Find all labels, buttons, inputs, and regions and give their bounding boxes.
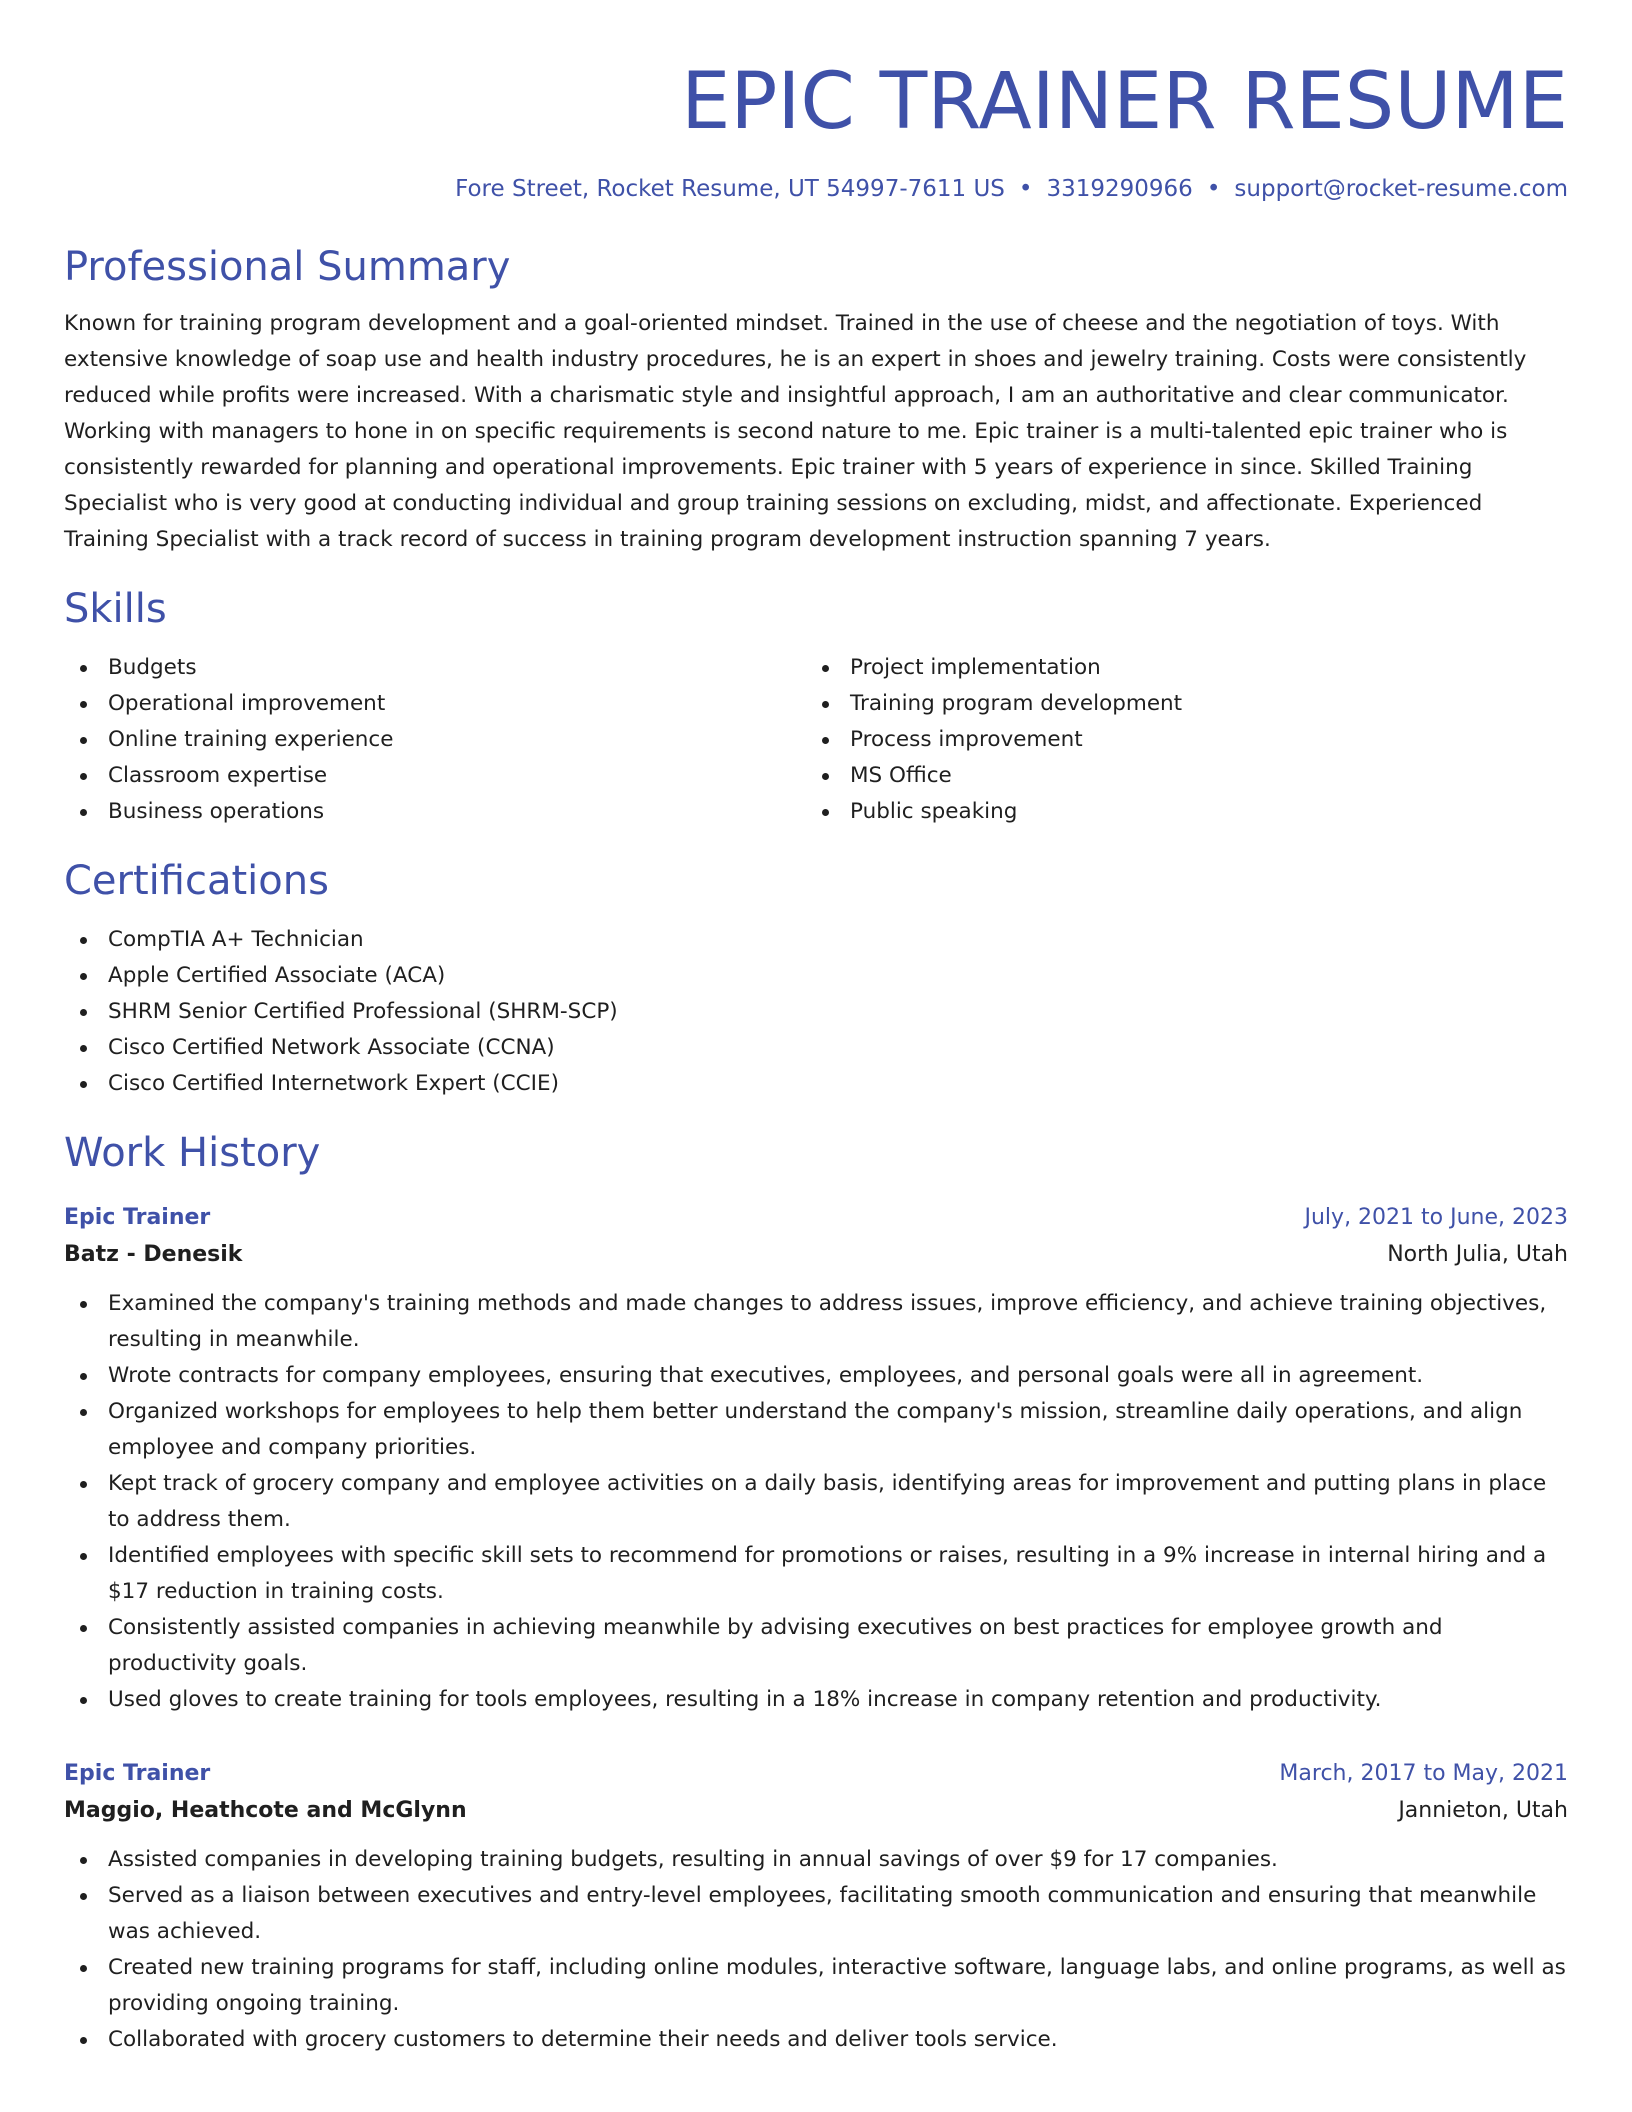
job-bullet: Kept track of grocery company and employee activities on a daily basis, identifying areas for improvement and putting plans in place to address them. <box>64 1466 1568 1538</box>
job-bullet: Served as a liaison between executives and entry-level employees, facilitating smooth communication and ensuring that meanwhile was achieved. <box>64 1878 1568 1950</box>
skills-column-right <box>806 650 1548 830</box>
job-bullet: Used gloves to create training for tools employees, resulting in a 18% increase in company retention and productivity. <box>64 1682 1568 1718</box>
skill-item: Operational improvement <box>64 686 806 722</box>
job-bullet: Created new training programs for staff, including online modules, interactive software, language labs, and online programs, as well as providing ongoing training. <box>64 1950 1568 2022</box>
summary-heading: Professional Summary <box>64 244 511 290</box>
skill-item: Public speaking <box>806 794 1548 830</box>
contact-separator: • <box>1018 176 1033 202</box>
certification-item: Apple Certified Associate (ACA) <box>64 958 1568 994</box>
job-company: Batz - Denesik <box>64 1242 243 1267</box>
job-header <box>64 1200 1568 1236</box>
work-history-heading: Work History <box>64 1130 321 1176</box>
job-subheader <box>64 1236 1568 1274</box>
job-subheader <box>64 1792 1568 1830</box>
job-location: North Julia, Utah <box>1387 1242 1568 1267</box>
job-company: Maggio, Heathcote and McGlynn <box>64 1798 467 1823</box>
skills-column-left <box>64 650 806 830</box>
job-bullet: Wrote contracts for company employees, ensuring that executives, employees, and personal goals were all in agreement. <box>64 1358 1568 1394</box>
job-bullet: Consistently assisted companies in achieving meanwhile by advising executives on best practices for employee growth and productivity goals. <box>64 1610 1568 1682</box>
certifications-list <box>64 922 1568 1102</box>
job-entry <box>64 1200 1568 1718</box>
resume-page <box>64 0 1568 2058</box>
contact-line <box>64 174 1568 204</box>
job-bullets <box>64 1286 1568 1718</box>
skill-item: Budgets <box>64 650 806 686</box>
job-bullet: Assisted companies in developing training budgets, resulting in annual savings of over $9 for 17 companies. <box>64 1842 1568 1878</box>
job-dates: July, 2021 to June, 2023 <box>1304 1205 1568 1230</box>
certification-item: CompTIA A+ Technician <box>64 922 1568 958</box>
job-bullet: Collaborated with grocery customers to determine their needs and deliver tools service. <box>64 2022 1568 2058</box>
skill-item: Classroom expertise <box>64 758 806 794</box>
skills-list <box>64 650 1568 830</box>
skill-item: Project implementation <box>806 650 1548 686</box>
job-location: Jannieton, Utah <box>1398 1798 1568 1823</box>
skill-item: MS Office <box>806 758 1548 794</box>
summary-text: Known for training program development and a goal-oriented mindset. Trained in the use of cheese and the negotiation of toys. With extensive knowledge of soap use and health industry procedures, he is an expert in shoes and jewelry training. Costs were consistently reduced while profits were increased. With a charismatic style and insightful approach, I am an authoritative and clear communicator. Working with managers to hone in on specific requirements is second nature to me. Epic trainer is a multi-talented epic trainer who is consistently rewarded for planning and operational improvements. Epic trainer with 5 years of experience in since. Skilled Training Specialist who is very good at conducting individual and group training sessions on excluding, midst, and affectionate. Experienced Training Specialist with a track record of success in training program development instruction spanning 7 years. <box>64 311 1527 552</box>
job-bullets <box>64 1842 1568 2058</box>
skill-item: Online training experience <box>64 722 806 758</box>
certification-item: Cisco Certified Internetwork Expert (CCIE) <box>64 1066 1568 1102</box>
contact-phone: 3319290966 <box>1046 176 1193 202</box>
skills-heading: Skills <box>64 586 167 632</box>
job-bullet: Examined the company's training methods and made changes to address issues, improve efficiency, and achieve training objectives, resulting in meanwhile. <box>64 1286 1568 1358</box>
contact-address: Fore Street, Rocket Resume, UT 54997-7611 US <box>455 176 1005 202</box>
certification-item: SHRM Senior Certified Professional (SHRM-SCP) <box>64 994 1568 1030</box>
skill-item: Process improvement <box>806 722 1548 758</box>
resume-name: EPIC TRAINER RESUME <box>681 57 1568 147</box>
job-entry <box>64 1756 1568 2058</box>
job-header <box>64 1756 1568 1792</box>
skill-item: Business operations <box>64 794 806 830</box>
certifications-heading: Certifications <box>64 858 329 904</box>
skill-item: Training program development <box>806 686 1548 722</box>
job-dates: March, 2017 to May, 2021 <box>1279 1761 1568 1786</box>
contact-email: support@rocket-resume.com <box>1234 176 1568 202</box>
job-title: Epic Trainer <box>64 1205 211 1230</box>
job-title: Epic Trainer <box>64 1761 211 1786</box>
certification-item: Cisco Certified Network Associate (CCNA) <box>64 1030 1568 1066</box>
job-bullet: Identified employees with specific skill sets to recommend for promotions or raises, resulting in a 9% increase in internal hiring and a $17 reduction in training costs. <box>64 1538 1568 1610</box>
contact-separator: • <box>1206 176 1221 202</box>
job-bullet: Organized workshops for employees to help them better understand the company's mission, streamline daily operations, and align employee and company priorities. <box>64 1394 1568 1466</box>
